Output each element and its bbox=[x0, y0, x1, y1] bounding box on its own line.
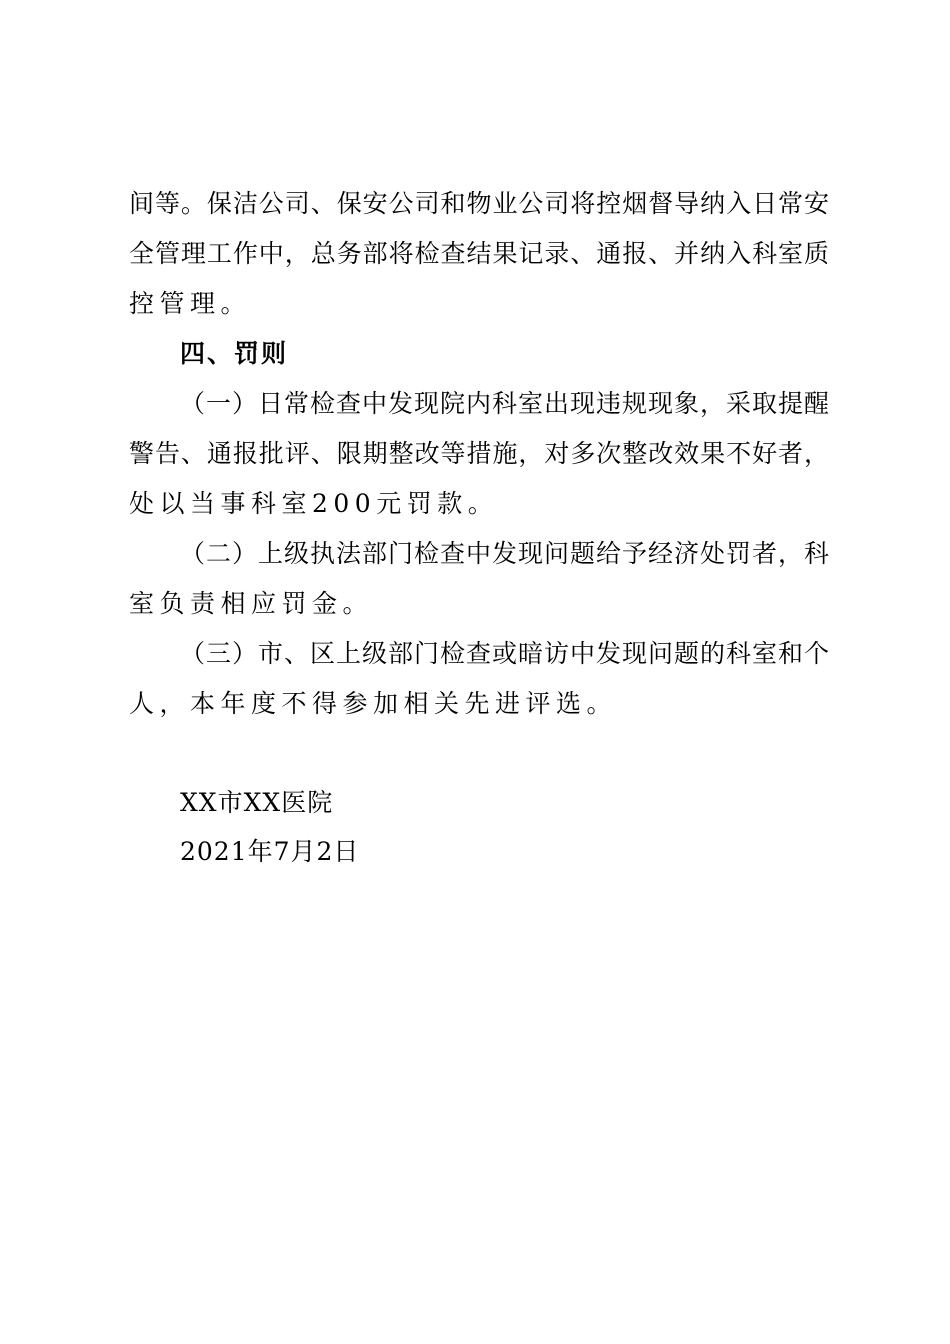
item-1-line-1: （一）日常检查中发现院内科室出现违规现象，采取提醒 bbox=[180, 389, 829, 418]
item-2-line-2: 室负责相应罚金。 bbox=[129, 589, 374, 618]
item-1-line-2: 警告、通报批评、限期整改等措施，对多次整改效果不好者， bbox=[129, 439, 829, 468]
item-2-line-1: （二）上级执法部门检查中发现问题给予经济处罚者，科 bbox=[180, 539, 829, 568]
signature-date: 2021年7月2日 bbox=[180, 837, 360, 866]
item-1-line-3: 处以当事科室200元罚款。 bbox=[129, 489, 499, 518]
item-3-line-2: 人，本年度不得参加相关先进评选。 bbox=[129, 689, 618, 718]
intro-line-1: 间等。保洁公司、保安公司和物业公司将控烟督导纳入日常安 bbox=[129, 189, 829, 218]
intro-line-2: 全管理工作中，总务部将检查结果记录、通报、并纳入科室质 bbox=[129, 239, 829, 268]
intro-line-3: 控管理。 bbox=[129, 289, 252, 318]
signature-organization: XX市XX医院 bbox=[180, 788, 334, 817]
section-heading: 四、罚则 bbox=[180, 339, 289, 368]
item-3-line-1: （三）市、区上级部门检查或暗访中发现问题的科室和个 bbox=[180, 639, 829, 668]
